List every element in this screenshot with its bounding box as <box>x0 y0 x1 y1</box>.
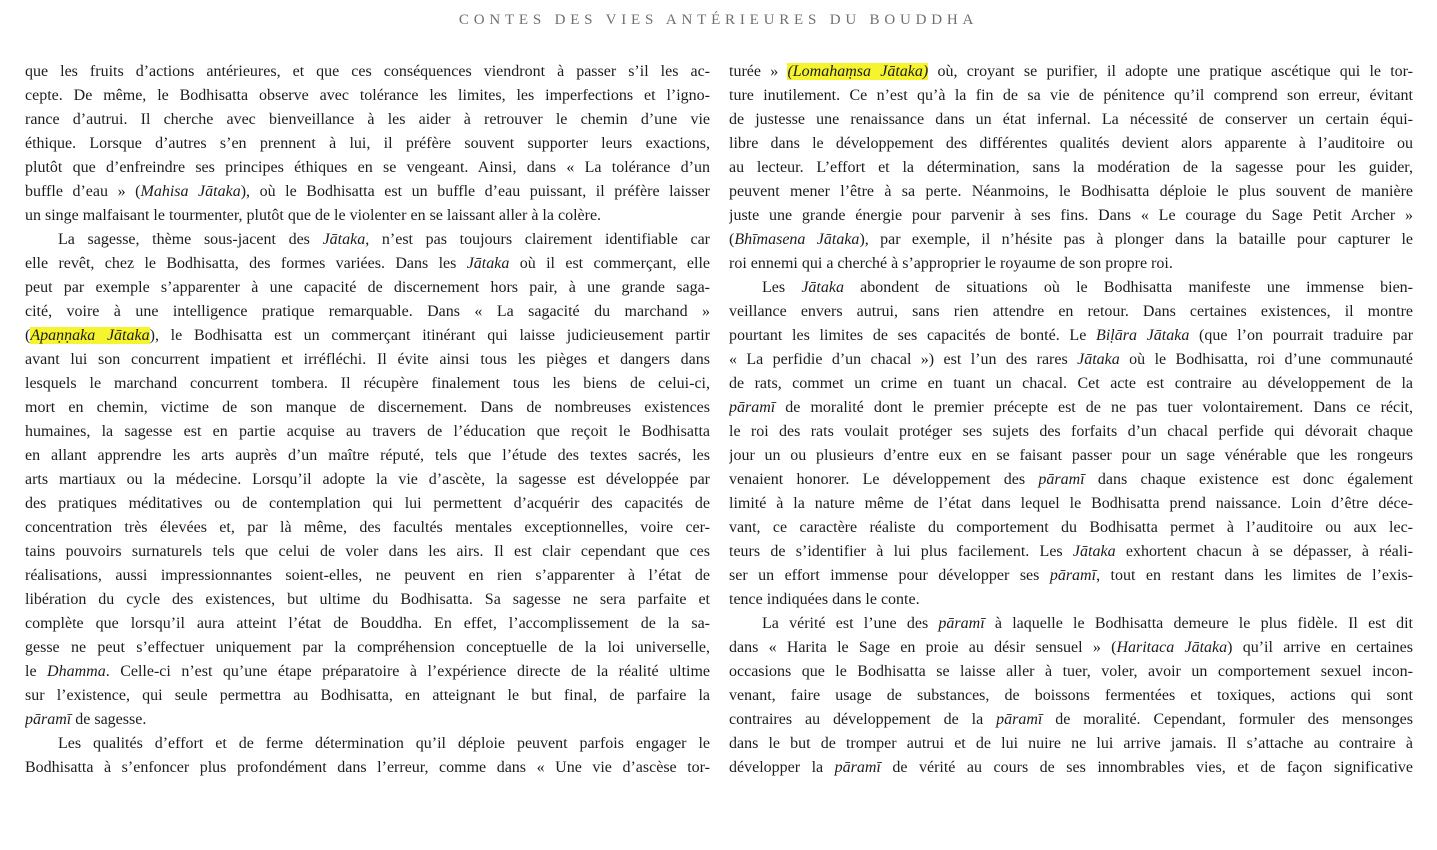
text-run: vant, ce caractère réaliste du comportement du Bodhisatta permet à l’auditoire ou aux lec- <box>729 519 1413 536</box>
running-head: CONTES DES VIES ANTÉRIEURES DU BOUDDHA <box>458 12 979 28</box>
text-run: limité à la nature même de l’état dans lequel le Bodhisatta prend naissance. Loin d’être déce- <box>729 495 1413 512</box>
text-run: un singe malfaisant le tourmenter, plutôt que de le violenter en se laissant aller à la colère. <box>25 207 602 224</box>
text-run: peuvent mener l’être à sa perte. Néanmoins, le Bodhisatta déploie le plus souvent de manière <box>729 183 1413 200</box>
text-run: juste une grande énergie pour parvenir à ses fins. Dans « Le courage du Sage Petit Archer » <box>729 207 1413 224</box>
text-run: ), le Bodhisatta est un commerçant itinérant qui laisse judicieusement partir <box>149 327 710 344</box>
text-line <box>25 564 710 588</box>
italic-term: pāramī <box>25 711 72 728</box>
text-run: La sagesse, thème sous-jacent des <box>58 231 323 248</box>
text-run: buffle d’eau » ( <box>25 183 141 200</box>
text-line <box>729 180 1413 204</box>
text-line <box>25 60 710 84</box>
text-line <box>25 684 710 708</box>
text-run: de moralité. Cependant, formuler des mensonges <box>1042 711 1413 728</box>
italic-term: Bhīmasena Jātaka <box>734 231 860 248</box>
text-line <box>25 228 710 252</box>
text-line <box>25 660 710 684</box>
text-line <box>729 612 1413 636</box>
text-run: dans « Harita le Sage en proie au désir sensuel » ( <box>729 639 1117 656</box>
text-run: roi ennemi qui a cherché à s’approprier le royaume de son propre roi. <box>729 255 1173 272</box>
text-run: libération du cycle des existences, but ultime du Bodhisatta. Sa sagesse ne sera parfaite et <box>25 591 710 608</box>
text-line <box>729 588 1413 612</box>
text-line <box>729 156 1413 180</box>
italic-term: Biḷāra Jātaka <box>1096 327 1190 344</box>
text-run: sur l’existence, qui seule permettra au Bodhisatta, en atteignant le but final, de parfaire la <box>25 687 710 704</box>
text-run: venant, faire usage de substances, de boissons fermentées et toxiques, actions qui sont <box>729 687 1413 704</box>
text-line <box>25 756 710 780</box>
text-line <box>729 564 1413 588</box>
text-line <box>729 204 1413 228</box>
text-run: venaient honorer. Le développement des <box>729 471 1039 488</box>
text-line <box>729 468 1413 492</box>
text-run: occasions que le Bodhisatta se laisse aller à tuer, voler, avoir un comportement sexuel incon- <box>729 663 1413 680</box>
italic-term: pāramī <box>834 759 881 776</box>
text-run: turée » <box>729 63 788 80</box>
text-run: dans le but de tromper autrui et de lui nuire ne lui arrive jamais. Il s’attache au contraire à <box>729 735 1413 752</box>
text-run: le <box>25 663 48 680</box>
text-run: exhortent chacun à se dépasser, à réali- <box>1115 543 1413 560</box>
text-line <box>25 396 710 420</box>
text-line <box>729 540 1413 564</box>
text-line <box>729 732 1413 756</box>
text-line <box>729 300 1413 324</box>
text-run: (que l’on pourrait traduire par <box>1189 327 1413 344</box>
text-run: jour un ou plusieurs d’entre eux en se faisant passer pour un sage vénérable que les rongeurs <box>729 447 1413 464</box>
text-run: veillance envers autrui, sans rien attendre en retour. Dans certaines existences, il montre <box>729 303 1413 320</box>
text-line <box>25 348 710 372</box>
text-run: ) qu’il arrive en certaines <box>1227 639 1413 656</box>
text-line <box>729 252 1413 276</box>
text-run: ), où le Bodhisatta est un buffle d’eau puissant, il préfère laisser <box>240 183 710 200</box>
text-line <box>25 300 710 324</box>
paragraph <box>25 732 710 780</box>
text-run: contraires au développement de la <box>729 711 997 728</box>
text-line <box>729 372 1413 396</box>
italic-term: pāramī <box>1049 567 1097 584</box>
text-run: lesquels le marchand concurrent tombera. Il récupère finalement tous les biens de celui-ci, <box>25 375 710 392</box>
text-run: éthique. Lorsque d’autres s’en prennent à lui, il préfère souvent supporter leurs exactions, <box>25 135 710 152</box>
text-line <box>25 636 710 660</box>
text-run: où, croyant se purifier, il adopte une pratique ascétique qui le tor- <box>928 63 1413 80</box>
text-run: pourtant les limites de ses capacités de bonté. Le <box>729 327 1097 344</box>
italic-term: Dhamma <box>47 663 106 680</box>
italic-term: Jātaka <box>322 231 366 248</box>
text-run: à laquelle le Bodhisatta demeure le plus fidèle. Il est dit <box>984 615 1413 632</box>
text-run: avant lui son concurrent impatient et irréfléchi. Il évite ainsi tous les pièges et dangers dans <box>25 351 710 368</box>
text-line <box>25 324 710 348</box>
text-run: « La perfidie d’un chacal ») est l’un des rares <box>729 351 1078 368</box>
paragraph <box>25 228 710 732</box>
text-line <box>25 516 710 540</box>
italic-term: Jātaka <box>466 255 510 272</box>
text-line <box>729 276 1413 300</box>
text-run: de justesse une renaissance dans un état infernal. La nécessité de conserver un certain équi- <box>729 111 1413 128</box>
text-run: elle revêt, chez le Bodhisatta, des formes variées. Dans les <box>25 255 467 272</box>
text-run: concentration très élevées et, par là même, des facultés mentales exceptionnelles, voire cer- <box>25 519 710 536</box>
text-run: plutôt que d’enfreindre ses principes éthiques en se vengeant. Ainsi, dans « La tolérance d’un <box>25 159 710 176</box>
text-run: , n’est pas toujours clairement identifiable car <box>365 231 710 248</box>
italic-term: pāramī <box>729 399 776 416</box>
text-line <box>25 252 710 276</box>
paragraph <box>729 612 1413 780</box>
text-line <box>729 516 1413 540</box>
text-line <box>729 492 1413 516</box>
text-run: Les <box>762 279 802 296</box>
text-run: tains pouvoirs surnaturels tels que celui de voler dans les airs. Il est clair cependant que ces <box>25 543 710 560</box>
text-line <box>25 276 710 300</box>
italic-term: pāramī <box>1038 471 1085 488</box>
text-line <box>25 540 710 564</box>
text-line <box>25 492 710 516</box>
text-line <box>729 132 1413 156</box>
text-run: réalisations, aussi impressionnantes soient-elles, ne peuvent en rien s’apparenter à l’état de <box>25 567 710 584</box>
text-run: gesse ne peut s’effectuer uniquement par la compréhension conceptuelle de la loi universelle, <box>25 639 710 656</box>
text-line <box>25 84 710 108</box>
text-line <box>25 732 710 756</box>
text-run: La vérité est l’une des <box>762 615 939 632</box>
text-line <box>25 444 710 468</box>
text-run: où le Bodhisatta, roi d’une communauté <box>1119 351 1413 368</box>
text-run: cepte. De même, le Bodhisatta observe avec tolérance les limites, les imperfections et l’igno- <box>25 87 710 104</box>
text-line <box>729 84 1413 108</box>
text-run: abondent de situations où le Bodhisatta manifeste une immense bien- <box>843 279 1413 296</box>
text-line <box>729 636 1413 660</box>
text-run: Bodhisatta à s’enfoncer plus profondément dans l’erreur, comme dans « Une vie d’ascèse tor- <box>25 759 710 776</box>
text-run: développer la <box>729 759 835 776</box>
text-run: cité, voire à une intelligence pratique remarquable. Dans « La sagacité du marchand » <box>25 303 710 320</box>
text-run: de vérité au cours de ses innombrables vies, et de façon significative <box>880 759 1413 776</box>
text-run: de moralité dont le premier précepte est de ne pas tuer volontairement. Dans ce récit, <box>775 399 1413 416</box>
text-run: , tout en restant dans les limites de l’exis- <box>1096 567 1413 584</box>
italic-term: pāramī <box>996 711 1043 728</box>
text-run: peut par exemple s’apparenter à une capacité de discernement hors pair, à une grande saga- <box>25 279 710 296</box>
text-line <box>729 708 1413 732</box>
text-run: en allant apprendre les arts auprès d’un maître réputé, tels que l’étude des textes sacrés, les <box>25 447 710 464</box>
text-line <box>729 228 1413 252</box>
text-line <box>25 108 710 132</box>
text-run: au lecteur. L’effort et la détermination, sans la modération de la sagesse pour les guider, <box>729 159 1413 176</box>
text-line <box>729 60 1413 84</box>
highlighted-term[interactable]: (Lomahaṃsa Jātaka) <box>787 63 929 80</box>
text-line <box>25 372 710 396</box>
text-line <box>729 420 1413 444</box>
text-line <box>25 612 710 636</box>
text-run: ser un effort immense pour développer ses <box>729 567 1050 584</box>
text-run: ( <box>729 231 735 248</box>
text-line <box>25 588 710 612</box>
text-line <box>25 180 710 204</box>
text-run: mort en chemin, victime de son manque de discernement. Dans de nombreuses existences <box>25 399 710 416</box>
text-column-left <box>25 60 710 780</box>
text-run: où il est commerçant, elle <box>509 255 710 272</box>
text-line <box>25 420 710 444</box>
text-line <box>25 132 710 156</box>
text-line <box>729 324 1413 348</box>
text-run: rance d’autrui. Il cherche avec bienveillance à les aider à retrouver le chemin d’une vie <box>25 111 710 128</box>
italic-term: Jātaka <box>1077 351 1120 368</box>
text-line <box>729 108 1413 132</box>
italic-term: pāramī <box>938 615 985 632</box>
text-line <box>729 396 1413 420</box>
text-run: que les fruits d’actions antérieures, et que ces conséquences viendront à passer s’il les ac- <box>25 63 710 80</box>
text-run: humaines, la sagesse est en partie acquise au travers de l’éducation que reçoit le Bodhisatta <box>25 423 710 440</box>
text-line <box>729 756 1413 780</box>
italic-term: Jātaka <box>1072 543 1116 560</box>
text-run: dans chaque existence est donc également <box>1084 471 1413 488</box>
text-run: . Celle-ci n’est qu’une étape préparatoire à l’expérience directe de la réalité ultime <box>105 663 710 680</box>
text-run: ture inutilement. Ce n’est qu’à la fin de sa vie de pénitence qu’il comprend son erreur, évitant <box>729 87 1413 104</box>
text-run: arts martiaux ou la médecine. Lorsqu’il adopte la vie d’ascète, la sagesse est développée par <box>25 471 710 488</box>
text-run: complète que lorsqu’il aura atteint l’état de Bouddha. En effet, l’accomplissement de la sa- <box>25 615 710 632</box>
text-column-right <box>729 60 1413 780</box>
italic-term: Haritaca Jātaka <box>1116 639 1228 656</box>
text-run: tence indiquées dans le conte. <box>729 591 920 608</box>
paragraph <box>25 60 710 228</box>
paragraph <box>729 276 1413 612</box>
text-line <box>25 468 710 492</box>
text-line <box>729 684 1413 708</box>
text-run: teurs de s’identifier à lui plus facilement. Les <box>729 543 1073 560</box>
text-run: de sagesse. <box>71 711 147 728</box>
paragraph <box>729 60 1413 276</box>
italic-term: Mahisa Jātaka <box>140 183 241 200</box>
text-line <box>25 708 710 732</box>
text-run: Les qualités d’effort et de ferme détermination qu’il déploie peuvent parfois engager le <box>58 735 710 752</box>
text-line <box>729 660 1413 684</box>
text-line <box>25 204 710 228</box>
text-run: libre dans le développement des différentes qualités devient alors apparente à l’auditoire ou <box>729 135 1413 152</box>
italic-term: Jātaka <box>801 279 844 296</box>
text-run: ), par exemple, il n’hésite pas à plonger dans la bataille pour capturer le <box>859 231 1413 248</box>
highlighted-term[interactable]: Apaṇṇaka Jātaka <box>30 327 150 344</box>
text-line <box>729 348 1413 372</box>
text-run: des pratiques méditatives ou de contemplation qui lui permettent d’acquérir des capacités de <box>25 495 710 512</box>
text-run: ( <box>25 327 31 344</box>
text-line <box>25 156 710 180</box>
text-run: de rats, commet un crime en tuant un chacal. Cet acte est contraire au développement de la <box>729 375 1413 392</box>
text-line <box>729 444 1413 468</box>
text-run: le roi des rats voulait protéger ses sujets des forfaits d’un chacal perfide qui dévorait chaque <box>729 423 1413 440</box>
